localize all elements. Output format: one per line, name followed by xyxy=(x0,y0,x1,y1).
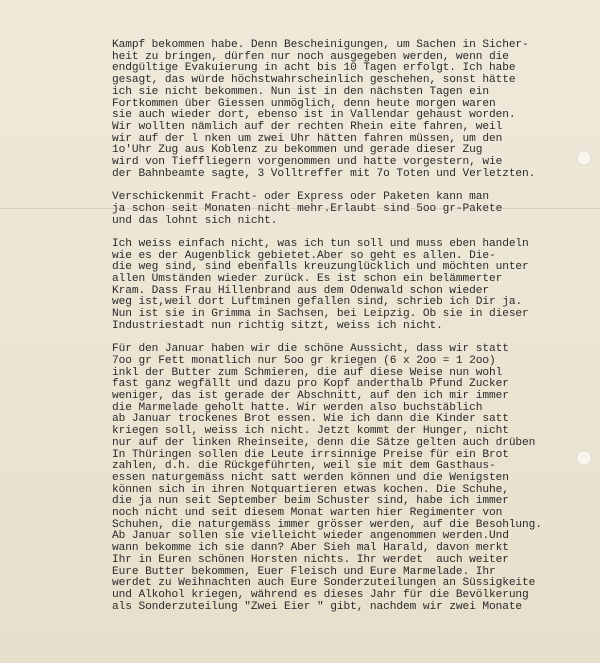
text-line: die Marmelade geholt hatte. Wir werden also buchstäblich xyxy=(112,401,483,414)
text-line: Industriestadt nun richtig sitzt, weiss ich nicht. xyxy=(112,319,443,332)
punch-hole xyxy=(576,450,592,466)
text-line: fast ganz wegfällt und dazu pro Kopf anderthalb Pfund Zucker xyxy=(112,378,509,391)
text-line: können sich in ihren Notquartieren etwas kochen. Die Schuhe, xyxy=(112,483,509,496)
text-line: und Alkohol kriegen, während es dieses Jahr für die Bevölkerung xyxy=(112,589,529,601)
letter-body xyxy=(112,39,542,613)
text-line: Kampf bekommen habe. Denn Bescheinigungen, um Sachen in Sicher- xyxy=(112,39,529,51)
text-line: ab Januar trockenes Brot essen. Wie ich dann die Kinder satt xyxy=(112,413,509,426)
text-line: In Thüringen sollen die Leute irrsinnige Preise für ein Brot xyxy=(112,448,509,461)
punch-hole xyxy=(576,150,592,166)
text-line: die weg sind, sind ebenfalls kreuzunglücklich und möchten unter xyxy=(112,261,529,274)
text-line: ja schon seit Monaten nicht mehr.Erlaubt sind 5oo gr-Pakete xyxy=(112,202,503,215)
text-line: weniger, das ist gerade der Abschnitt, auf den ich mir immer xyxy=(112,390,509,403)
text-line: Wir wollten nämlich auf der rechten Rhein eite fahren, weil xyxy=(112,120,503,133)
text-line: wird von Tieffliegern vorgenommen und hatte vorgestern, wie xyxy=(112,156,503,169)
text-line: Für den Januar haben wir die schöne Aussicht, dass wir statt xyxy=(112,343,509,356)
text-line: Fortkommen über Giessen unmöglich, denn heute morgen waren xyxy=(112,97,496,110)
text-line: heit zu bringen, dürfen nur noch ausgegeben werden, wenn die xyxy=(112,50,509,63)
text-line: Kram. Dass Frau Hillenbrand aus dem Odenwald schon wieder xyxy=(112,284,489,297)
paragraph xyxy=(112,192,530,227)
text-line: 7oo gr Fett monatlich nur 5oo gr kriegen (6 x 2oo = 1 2oo) xyxy=(112,354,496,367)
text-line: Nun ist sie in Grimma in Sachsen, bei Leipzig. Ob sie in dieser xyxy=(112,308,529,321)
paper-fold xyxy=(0,208,600,209)
text-line: Ab Januar sollen sie vielleicht wieder angenommen werden.Und xyxy=(112,530,509,543)
paragraph xyxy=(112,239,530,333)
text-line: weg ist,weil dort Luftminen gefallen sind, schrieb ich Dir ja. xyxy=(112,296,523,309)
text-line: sie auch wieder dort, ebenso ist in Vallendar gehaust worden. xyxy=(112,109,516,122)
text-line: wann bekomme ich sie dann? Aber Sieh mal Harald, davon merkt xyxy=(112,542,509,555)
text-line: essen naturgemäss nicht satt werden können und die Wenigsten xyxy=(112,471,509,484)
text-line: inkl der Butter zum Schmieren, die auf diese Weise nun wohl xyxy=(112,366,503,379)
text-line: Eure Butter bekommen, Euer Fleisch und Eure Marmelade. Ihr xyxy=(112,565,496,578)
text-line: und das lohnt sich nicht. xyxy=(112,214,278,227)
text-line: gesagt, das würde höchstwahrscheinlich geschehen, sonst hätte xyxy=(112,74,516,87)
text-line: 1o'Uhr Zug aus Koblenz zu bekommen und gerade dieser Zug xyxy=(112,144,483,157)
text-line: Verschickenmit Fracht- oder Express oder Paketen kann man xyxy=(112,191,489,204)
text-line: zahlen, d.h. die Rückgeführten, weil sie mit dem Gasthaus- xyxy=(112,460,496,473)
text-line: Ich weiss einfach nicht, was ich tun soll und muss eben handeln xyxy=(112,237,529,250)
text-line: ich sie nicht bekommen. Nun ist in den nächsten Tagen ein xyxy=(112,85,489,98)
text-line: Ihr in Euren schönen Horsten nichts. Ihr werdet auch weiter xyxy=(112,553,509,566)
text-line: noch nicht und seit diesem Monat warten hier Regimenter von xyxy=(112,507,503,520)
text-line: werdet zu Weihnachten auch Eure Sonderzuteilungen an Süssigkeite xyxy=(112,577,536,590)
text-line: Schuhen, die naturgemäss immer grösser werden, auf die Besohlung. xyxy=(112,518,542,531)
text-line: als Sonderzuteilung "Zwei Eier " gibt, nachdem wir zwei Monate xyxy=(112,600,523,613)
text-line: die ja nun seit September beim Schuster sind, habe ich immer xyxy=(112,495,509,508)
text-line: wie es der Augenblick gebietet.Aber so geht es allen. Die- xyxy=(112,249,496,262)
text-line: allen Umständen wieder zurück. Es ist schon ein belämmerter xyxy=(112,273,503,286)
text-line: wir auf der l nken um zwei Uhr hätten fahren müssen, um den xyxy=(112,132,503,145)
text-line: der Bahnbeamte sagte, 3 Volltreffer mit 7o Toten und Verletzten. xyxy=(112,167,536,180)
text-line: endgültige Evakuierung in acht bis 10 Tagen erfolgt. Ich habe xyxy=(112,62,516,75)
text-line: nur auf der linken Rheinseite, denn die Sätze gelten auch drüben xyxy=(112,436,536,449)
paragraph xyxy=(112,343,542,613)
text-line: kriegen soll, weiss ich nicht. Jetzt kommt der Hunger, nicht xyxy=(112,425,509,438)
paragraph xyxy=(112,39,536,180)
